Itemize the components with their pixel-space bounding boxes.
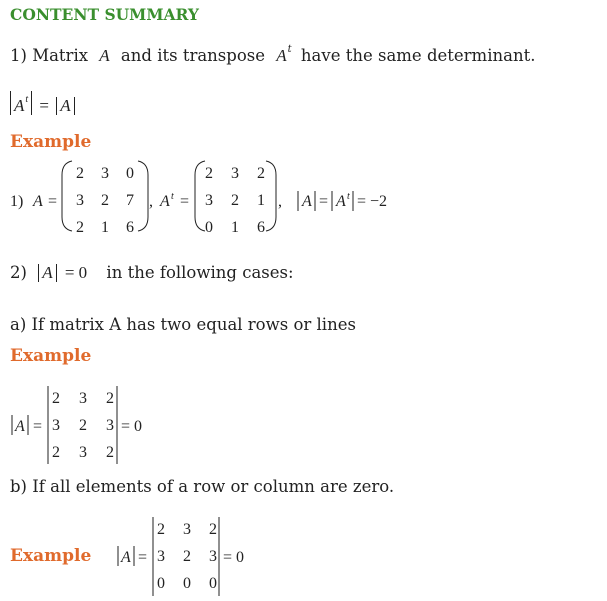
matrix-a-right-paren — [138, 161, 148, 231]
case-b-equals: = — [138, 549, 148, 566]
example-label: Example — [10, 132, 92, 152]
item-1-text-b: and its transpose — [120, 46, 265, 65]
equals-zero: = 0 — [64, 263, 88, 282]
comma-2: , — [278, 193, 282, 210]
det-result: = −2 — [357, 193, 388, 210]
case-b-matrix-cell: 3 — [209, 548, 217, 565]
matrix-at-cell: 2 — [205, 165, 213, 182]
case-b-matrix-cell: 3 — [157, 548, 165, 565]
matrix-at-left-paren — [195, 161, 205, 231]
page-title: CONTENT SUMMARY — [10, 5, 199, 24]
matrix-at-cells — [205, 165, 265, 236]
matrix-at-cell: 2 — [231, 192, 239, 209]
case-b-matrix-cell: 0 — [183, 575, 191, 592]
matrix-a-cell: 3 — [76, 192, 84, 209]
matrix-at-name: A — [160, 193, 170, 210]
matrix-a-cell: 2 — [76, 219, 84, 236]
case-a-matrix-cell: 2 — [52, 444, 60, 461]
case-a-result: = 0 — [121, 418, 143, 435]
case-b-matrix-cell: 2 — [183, 548, 191, 565]
case-b-matrix-cell: 0 — [209, 575, 217, 592]
case-a-matrix-cell: 3 — [106, 417, 114, 434]
case-a-determinant — [0, 380, 220, 470]
matrix-at-cell: 2 — [257, 165, 265, 182]
matrix-at-cell: 6 — [257, 219, 265, 236]
matrix-at-cell: 3 — [231, 165, 239, 182]
case-a-matrix-cell: 3 — [79, 444, 87, 461]
matrix-at-cell: 1 — [257, 192, 265, 209]
item-2-statement — [10, 263, 294, 283]
det-equals: = — [319, 193, 329, 210]
matrix-a-cell: 2 — [101, 192, 109, 209]
case-b-matrix-cell: 0 — [157, 575, 165, 592]
case-a-matrix-cell: 2 — [106, 390, 114, 407]
var-a-transpose: A — [276, 46, 287, 65]
det-a-transpose: $A^t$ — [10, 91, 32, 115]
case-a-equals: = — [33, 418, 43, 435]
comma-1: , — [149, 193, 153, 210]
case-b-matrix-cell: 2 — [157, 521, 165, 538]
case-a-matrix-cell: 2 — [106, 444, 114, 461]
item-1-statement — [10, 44, 535, 66]
matrix-at-cell: 0 — [205, 219, 213, 236]
example-1-matrices — [0, 155, 420, 240]
case-b-matrix-cells — [157, 521, 217, 592]
det-a-var: A — [302, 193, 312, 210]
case-b-matrix-cell: 2 — [209, 521, 217, 538]
matrix-a-cell: 1 — [101, 219, 109, 236]
matrix-at-equals: = — [180, 193, 190, 210]
item-1-text-c: have the same determinant. — [300, 46, 536, 65]
case-b-matrix-cell: 3 — [183, 521, 191, 538]
matrix-at-cell: 3 — [205, 192, 213, 209]
matrix-a-cell: 0 — [126, 165, 134, 182]
matrix-a-cell: 6 — [126, 219, 134, 236]
case-a-matrix-cell: 3 — [79, 390, 87, 407]
item-2-text: in the following cases: — [106, 263, 294, 282]
matrix-a-cell: 3 — [101, 165, 109, 182]
item-2-number: 2) — [10, 263, 27, 282]
matrix-a-cell: 7 — [126, 192, 134, 209]
matrix-at-superscript: t — [171, 191, 174, 202]
case-a-matrix-cell: 2 — [52, 390, 60, 407]
matrix-a-cell: 2 — [76, 165, 84, 182]
det-a: A — [56, 97, 74, 115]
matrix-a-left-paren — [62, 161, 72, 231]
case-b-result: = 0 — [223, 549, 245, 566]
case-a-example-label: Example — [10, 346, 92, 366]
item-1-number: 1) — [10, 46, 27, 65]
matrix-at-cell: 1 — [231, 219, 239, 236]
example-1-number: 1) — [10, 193, 24, 210]
transpose-superscript: t — [287, 44, 292, 55]
equation-det-transpose — [10, 91, 75, 116]
item-1-text-a: Matrix — [32, 46, 89, 65]
case-b-det-var: A — [121, 549, 131, 566]
case-b-determinant — [100, 512, 280, 600]
det-at-var: A — [336, 193, 346, 210]
case-a-text: a) If matrix A has two equal rows or lines — [10, 315, 356, 334]
case-a-matrix-cells — [52, 390, 114, 461]
case-b-example-label: Example — [10, 546, 92, 566]
matrix-at-right-paren — [266, 161, 276, 231]
case-a-det-var: A — [15, 418, 25, 435]
var-a: A — [99, 46, 110, 65]
det-a: A — [38, 264, 56, 282]
matrix-a-equals: = — [48, 193, 58, 210]
case-a-matrix-cell: 3 — [52, 417, 60, 434]
case-a-matrix-cell: 2 — [79, 417, 87, 434]
matrix-a-name: A — [33, 193, 43, 210]
case-b-text: b) If all elements of a row or column are zero. — [10, 477, 395, 496]
det-at-superscript: t — [347, 191, 350, 202]
equals-sign: = — [39, 96, 50, 115]
matrix-a-cells — [76, 165, 134, 236]
